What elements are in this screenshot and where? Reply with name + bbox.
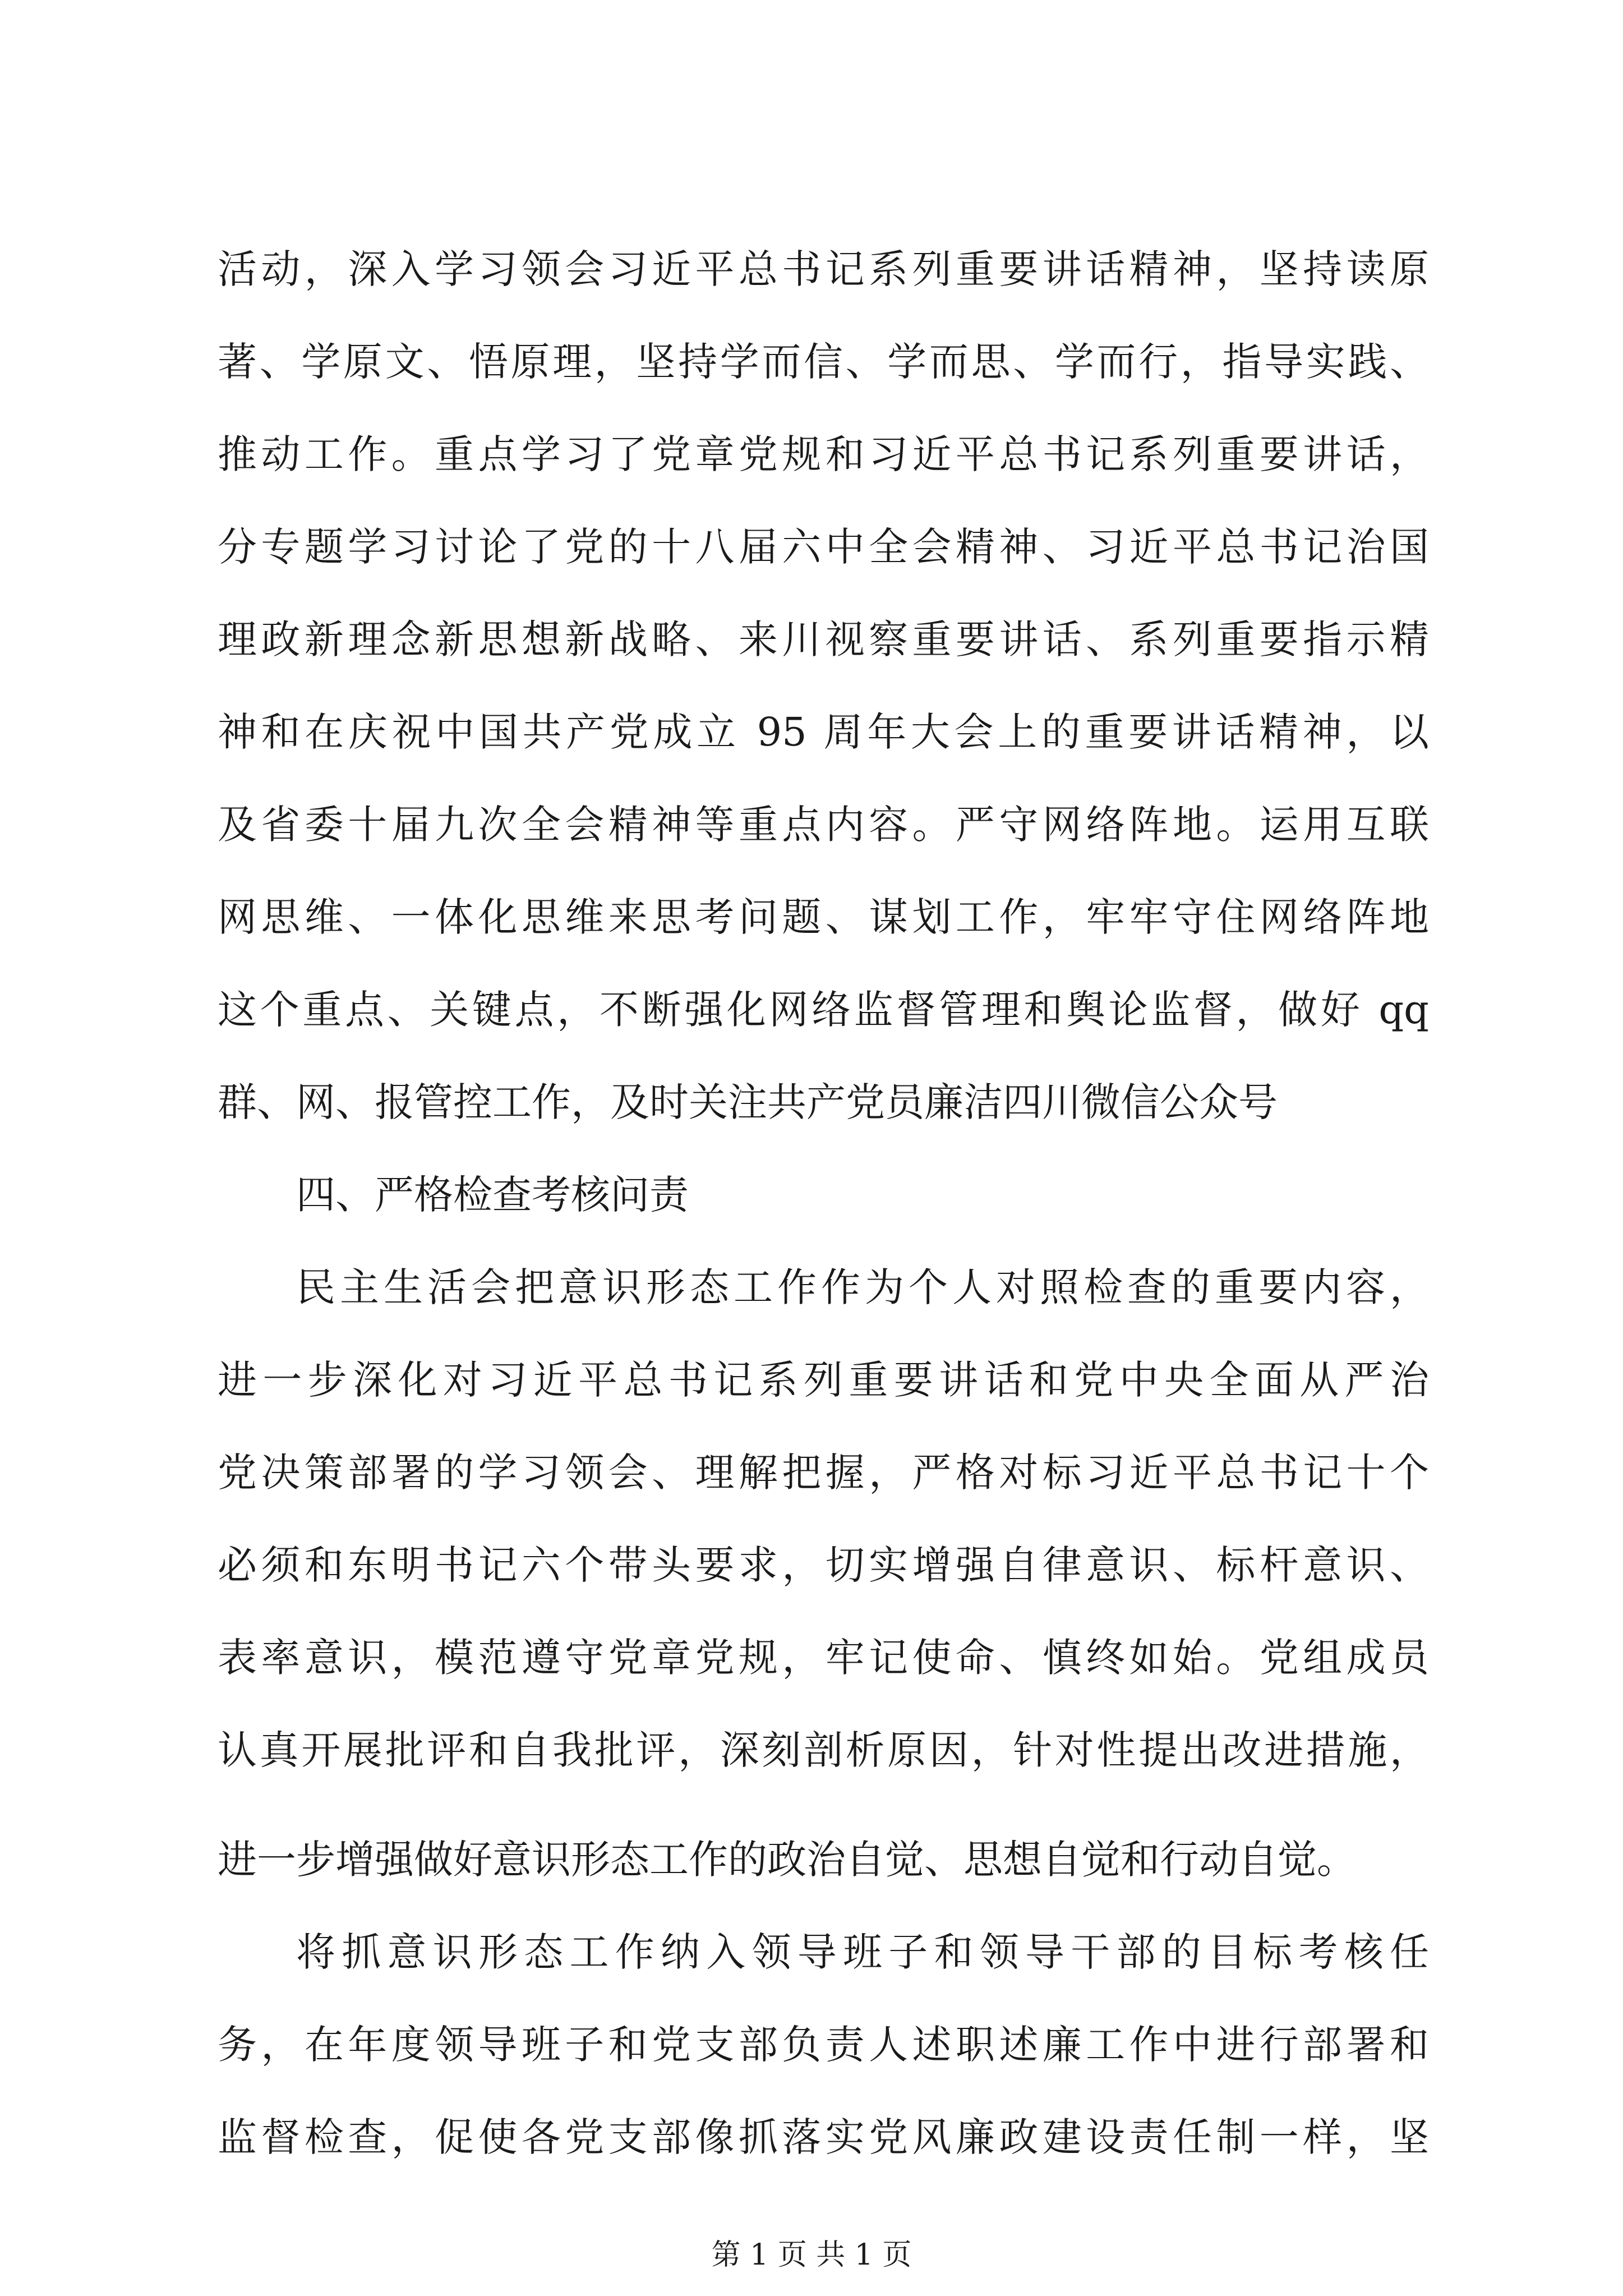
paragraph-line-20: 监督检查，促使各党支部像抓落实党风廉政建设责任制一样，坚 (218, 2114, 1429, 2160)
paragraph-line-14: 必须和东明书记六个带头要求，切实增强自律意识、标杆意识、 (218, 1542, 1429, 1588)
paragraph-line-13: 党决策部署的学习领会、理解把握，严格对标习近平总书记十个 (218, 1450, 1429, 1496)
paragraph-line-16: 认真开展批评和自我批评，深刻剖析原因，针对性提出改进措施， (218, 1727, 1429, 1773)
paragraph-line-4: 分专题学习讨论了党的十八届六中全会精神、习近平总书记治国 (218, 524, 1429, 570)
paragraph-line-6: 神和在庆祝中国共产党成立 95 周年大会上的重要讲话精神，以 (218, 709, 1429, 755)
paragraph-line-5: 理政新理念新思想新战略、来川视察重要讲话、系列重要指示精 (218, 616, 1429, 662)
paragraph-line-10: 群、网、报管控工作，及时关注共产党员廉洁四川微信公众号 (218, 1079, 1278, 1125)
page-footer: 第 1 页 共 1 页 (711, 2238, 912, 2272)
paragraph-line-8: 网思维、一体化思维来思考问题、谋划工作，牢牢守住网络阵地 (218, 894, 1429, 940)
paragraph-line-7: 及省委十届九次全会精神等重点内容。严守网络阵地。运用互联 (218, 802, 1429, 848)
paragraph-line-19: 务，在年度领导班子和党支部负责人述职述廉工作中进行部署和 (218, 2022, 1429, 2068)
paragraph-line-11: 民主生活会把意识形态工作作为个人对照检查的重要内容， (296, 1264, 1429, 1310)
paragraph-line-12: 进一步深化对习近平总书记系列重要讲话和党中央全面从严治 (218, 1357, 1429, 1403)
paragraph-line-17: 进一步增强做好意识形态工作的政治自觉、思想自觉和行动自觉。 (218, 1837, 1356, 1883)
paragraph-line-3: 推动工作。重点学习了党章党规和习近平总书记系列重要讲话， (218, 431, 1429, 477)
paragraph-line-9: 这个重点、关键点，不断强化网络监督管理和舆论监督，做好 qq (218, 987, 1429, 1033)
paragraph-line-1: 活动，深入学习领会习近平总书记系列重要讲话精神，坚持读原 (218, 246, 1429, 292)
paragraph-line-18: 将抓意识形态工作纳入领导班子和领导干部的目标考核任 (296, 1929, 1429, 1975)
paragraph-line-15: 表率意识，模范遵守党章党规，牢记使命、慎终如始。党组成员 (218, 1635, 1429, 1681)
paragraph-line-2: 著、学原文、悟原理，坚持学而信、学而思、学而行，指导实践、 (218, 339, 1429, 385)
section-heading: 四、严格检查考核问责 (296, 1172, 689, 1218)
